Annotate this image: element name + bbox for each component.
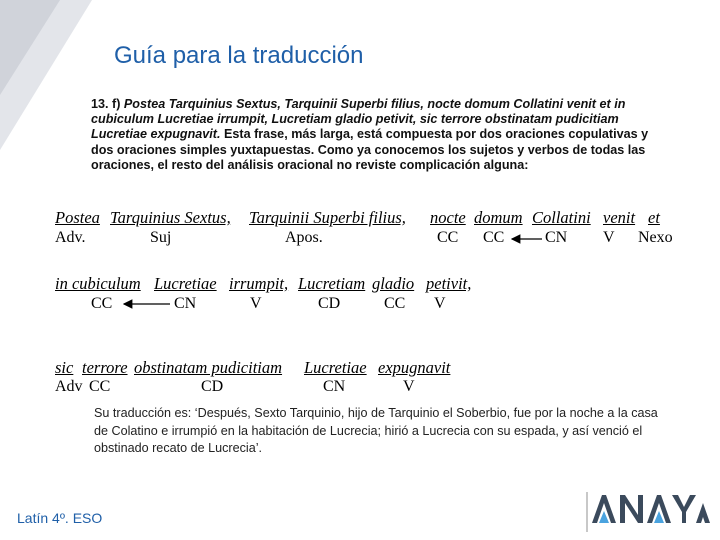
analysis-word: Postea [55, 208, 100, 227]
analysis-tag: Adv. [55, 229, 86, 246]
translation-paragraph: Su traducción es: ‘Después, Sexto Tarquinio, hijo de Tarquinio el Soberbio, fue por la noche a la casa de Colatino e irrumpió en la habitación de Lucrecia; hirió a Lucrecia con su espada, y así venció el obstinado recato de Lucrecia’. [94, 406, 658, 455]
analysis-tag: CC [384, 295, 406, 312]
page-title: Guía para la traducción [114, 42, 364, 69]
analysis-tag: CD [201, 378, 224, 394]
analysis-word: gladio [372, 274, 415, 293]
analysis-word: et [648, 208, 660, 227]
analysis-tag: V [603, 229, 615, 246]
analysis-word: petivit, [426, 274, 472, 293]
analysis-word: irrumpit, [229, 274, 289, 293]
analysis-tag: Nexo [638, 229, 673, 246]
anaya-logo [592, 493, 710, 525]
analysis-tag: CN [545, 229, 568, 246]
footer-course-label: Latín 4º. ESO [17, 510, 103, 526]
analysis-tag: Apos. [285, 229, 323, 246]
analysis-tag: CN [174, 295, 197, 312]
analysis-word: sic [55, 358, 74, 377]
analysis-word: in cubiculum [55, 274, 141, 293]
analysis-word: domum [474, 208, 523, 227]
analysis-word: Lucretiae [154, 274, 217, 293]
analysis-tag: CC [91, 295, 113, 312]
analysis-word: obstinatam pudicitiam [134, 358, 283, 377]
analysis-tag: Suj [150, 229, 172, 246]
analysis-tag: V [403, 378, 415, 394]
analysis-word: venit [603, 208, 636, 227]
analysis-word: nocte [430, 208, 466, 227]
analysis-word: Tarquinii Superbi filius, [249, 208, 406, 227]
latin-sentence: Postea Tarquinius Sextus, Tarquinii Superbi filius, nocte domum Collatini venit et in cubiculum Lucretiae irrumpit, Lucretiam gladio petivit, sic terrore obstinatam pudicitiam Lucretiae expugnavit. [91, 97, 626, 142]
analysis-tag: V [250, 295, 262, 312]
analysis-tag: Adv [55, 378, 83, 394]
intro-explanation: Esta frase, más larga, está compuesta por dos oraciones copulativas y dos oraciones simples yuxtapuestas. Como ya conocemos los sujetos y verbos de todas las oraciones, el resto del análisis oracional no reviste complicación alguna: [91, 127, 649, 172]
analysis-word: Lucretiam [298, 274, 366, 293]
analysis-word: Lucretiae [304, 358, 367, 377]
analysis-word: Tarquinius Sextus, [110, 208, 231, 227]
exercise-number: 13. f) [91, 97, 124, 111]
analysis-word: terrore [82, 358, 128, 377]
analysis-tag: CC [437, 229, 459, 246]
analysis-tag: CN [323, 378, 346, 394]
analysis-tag: V [434, 295, 446, 312]
analysis-word: Collatini [532, 208, 591, 227]
analysis-word: expugnavit [378, 358, 451, 377]
analysis-tag: CC [483, 229, 505, 246]
analysis-tag: CD [318, 295, 341, 312]
logo-divider [586, 492, 588, 532]
analysis-tag: CC [89, 378, 111, 394]
